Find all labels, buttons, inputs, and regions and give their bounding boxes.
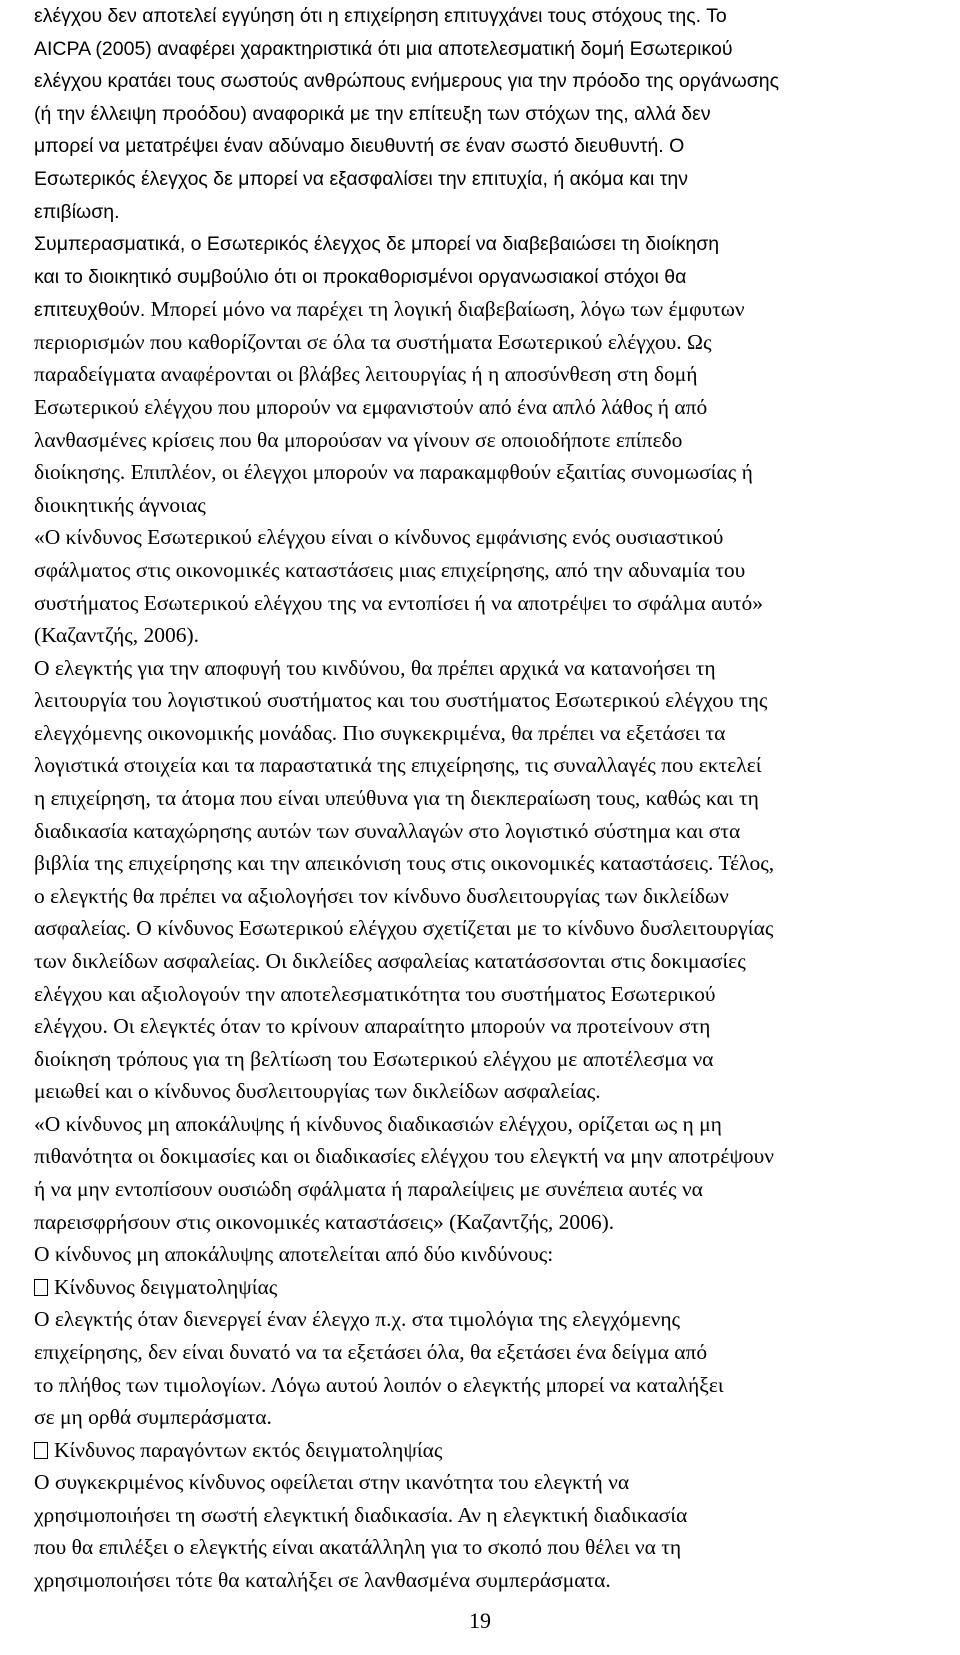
text-line: πιθανότητα οι δοκιμασίες και οι διαδικασίες ελέγχου του ελεγκτή να μην αποτρέψουν (34, 1144, 774, 1169)
text-line: ελέγχου και αξιολογούν την αποτελεσματικότητα του συστήματος Εσωτερικού (34, 981, 716, 1006)
text-line: παρεισφρήσουν στις οικονομικές καταστάσεις» (Καζαντζής, 2006). (34, 1209, 615, 1234)
text-line: συστήματος Εσωτερικού ελέγχου της να εντοπίσει ή να αποτρέψει το σφάλμα αυτό» (34, 590, 764, 615)
text-line: που θα επιλέξει ο ελεγκτής είναι ακατάλληλη για το σκοπό που θέλει να τη (34, 1535, 682, 1560)
text-line: επιχείρησης, δεν είναι δυνατό να τα εξετάσει όλα, θα εξετάσει ένα δείγμα από (34, 1339, 708, 1364)
text-line: χρησιμοποιήσει τη σωστή ελεγκτική διαδικασία. Αν η ελεγκτική διαδικασία (34, 1502, 688, 1527)
text-line: παραδείγματα αναφέρονται οι βλάβες λειτουργίας ή η αποσύνθεση στη δομή (34, 362, 698, 387)
bullet-label: Κίνδυνος δειγματοληψίας (54, 1274, 278, 1299)
text-line: Εσωτερικός έλεγχος δε μπορεί να εξασφαλίσει την επιτυχία, ή ακόμα και την (34, 167, 689, 190)
bullet-label: Κίνδυνος παραγόντων εκτός δειγματοληψίας (54, 1437, 443, 1462)
text-line: περιορισμών που καθορίζονται σε όλα τα συστήματα Εσωτερικού ελέγχου. Ως (34, 329, 712, 354)
text-line: (Καζαντζής, 2006). (34, 623, 200, 648)
text-line: Συμπερασματικά, ο Εσωτερικός έλεγχος δε μπορεί να διαβεβαιώσει τη διοίκηση (34, 233, 720, 256)
text-line: Εσωτερικού ελέγχου που μπορούν να εμφανιστούν από ένα απλό λάθος ή από (34, 395, 708, 419)
text-line: (ή την έλλειψη προόδου) αναφορικά με την επίτευξη των στόχων της, αλλά δεν (34, 102, 711, 125)
text-line: και το διοικητικό συμβούλιο ότι οι προκαθορισμένοι οργανωσιακοί στόχοι θα (34, 265, 687, 288)
text-line: ελεγχόμενης οικονομικής μονάδας. Πιο συγκεκριμένα, θα πρέπει να εξετάσει τα (34, 720, 726, 745)
text-line: διοίκηση τρόπους για τη βελτίωση του Εσωτερικού ελέγχου με αποτέλεσμα να (34, 1046, 714, 1071)
text-line: η επιχείρηση, τα άτομα που είναι υπεύθυνα για τη διεκπεραίωση τους, καθώς και τη (34, 786, 759, 810)
text-line: λογιστικά στοιχεία και τα παραστατικά της επιχείρησης, τις συναλλαγές που εκτελεί (34, 753, 762, 778)
text-line: μειωθεί και ο κίνδυνος δυσλειτουργίας των δικλείδων ασφαλείας. (34, 1079, 601, 1104)
text-line: «Ο κίνδυνος Εσωτερικού ελέγχου είναι ο κίνδυνος εμφάνισης ενός ουσιαστικού (34, 525, 724, 550)
text-line: διαδικασία καταχώρησης αυτών των συναλλαγών στο λογιστικό σύστημα και στα (34, 818, 741, 843)
text-line: Ο ελεγκτής όταν διενεργεί έναν έλεγχο π.χ. στα τιμολόγια της ελεγχόμενης (34, 1307, 681, 1332)
text-line: χρησιμοποιήσει τότε θα καταλήξει σε λανθασμένα συμπεράσματα. (34, 1568, 611, 1592)
page-number: 19 (469, 1608, 491, 1633)
text-line: λανθασμένες κρίσεις που θα μπορούσαν να γίνουν σε οποιοδήποτε επίπεδο (34, 427, 683, 452)
bullet-box-icon (34, 1442, 48, 1459)
text-line: AICPA (2005) αναφέρει χαρακτηριστικά ότι μια αποτελεσματική δομή Εσωτερικού (34, 37, 733, 60)
text-line: των δικλείδων ασφαλείας. Οι δικλείδες ασφαλείας κατατάσσονται στις δοκιμασίες (34, 948, 746, 973)
text-line: μπορεί να μετατρέψει έναν αδύναμο διευθυντή σε έναν σωστό διευθυντή. Ο (34, 135, 685, 158)
bullet-item (34, 1275, 277, 1299)
text-line: ο ελεγκτής θα πρέπει να αξιολογήσει τον κίνδυνο δυσλειτουργίας των δικλείδων (34, 883, 729, 908)
text-line: Ο ελεγκτής για την αποφυγή του κινδύνου, θα πρέπει αρχικά να κατανοήσει τη (34, 655, 716, 680)
text-line: ασφαλείας. Ο κίνδυνος Εσωτερικού ελέγχου σχετίζεται με το κίνδυνο δυσλειτουργίας (34, 916, 774, 941)
bullet-item (34, 1438, 442, 1462)
text-line: ελέγχου. Οι ελεγκτές όταν το κρίνουν απαραίτητο μπορούν να προτείνουν στη (34, 1014, 711, 1039)
text-line: ελέγχου δεν αποτελεί εγγύηση ότι η επιχείρηση επιτυγχάνει τους στόχους της. Το (34, 5, 727, 27)
text-line: λειτουργία του λογιστικού συστήματος και του συστήματος Εσωτερικού ελέγχου της (34, 688, 768, 713)
text-line: Ο συγκεκριμένος κίνδυνος οφείλεται στην ικανότητα του ελεγκτή να (34, 1470, 630, 1495)
bullet-box-icon (34, 1279, 48, 1296)
text-line: διοικητικής άγνοιας (34, 492, 206, 517)
text-line: διοίκησης. Επιπλέον, οι έλεγχοι μπορούν να παρακαμφθούν εξαιτίας συνομωσίας ή (34, 460, 753, 485)
text-line: «Ο κίνδυνος μη αποκάλυψης ή κίνδυνος διαδικασιών ελέγχου, ορίζεται ως η μη (34, 1111, 722, 1136)
text-line: το πλήθος των τιμολογίων. Λόγω αυτού λοιπόν ο ελεγκτής μπορεί να καταλήξει (34, 1372, 724, 1397)
text-segment-serif: Μπορεί μόνο να παρέχει τη λογική διαβεβαίωση, λόγω των έμφυτων (145, 297, 745, 322)
text-line: επιβίωση. (34, 200, 120, 223)
text-line: σε μη ορθά συμπεράσματα. (34, 1405, 272, 1430)
text-line: ελέγχου κρατάει τους σωστούς ανθρώπους ενήμερους για την πρόοδο της οργάνωσης (34, 70, 780, 93)
text-segment-sans: επιτευχθούν. (34, 299, 146, 322)
text-line: Ο κίνδυνος μη αποκάλυψης αποτελείται από δύο κινδύνους: (34, 1242, 554, 1267)
text-line-mixed (34, 297, 745, 322)
text-line: σφάλματος στις οικονομικές καταστάσεις μιας επιχείρησης, από την αδυναμία του (34, 557, 746, 582)
text-line: βιβλία της επιχείρησης και την απεικόνιση τους στις οικονομικές καταστάσεις. Τέλος, (34, 851, 775, 876)
text-line: ή να μην εντοπίσουν ουσιώδη σφάλματα ή παραλείψεις με συνέπεια αυτές να (34, 1177, 703, 1201)
